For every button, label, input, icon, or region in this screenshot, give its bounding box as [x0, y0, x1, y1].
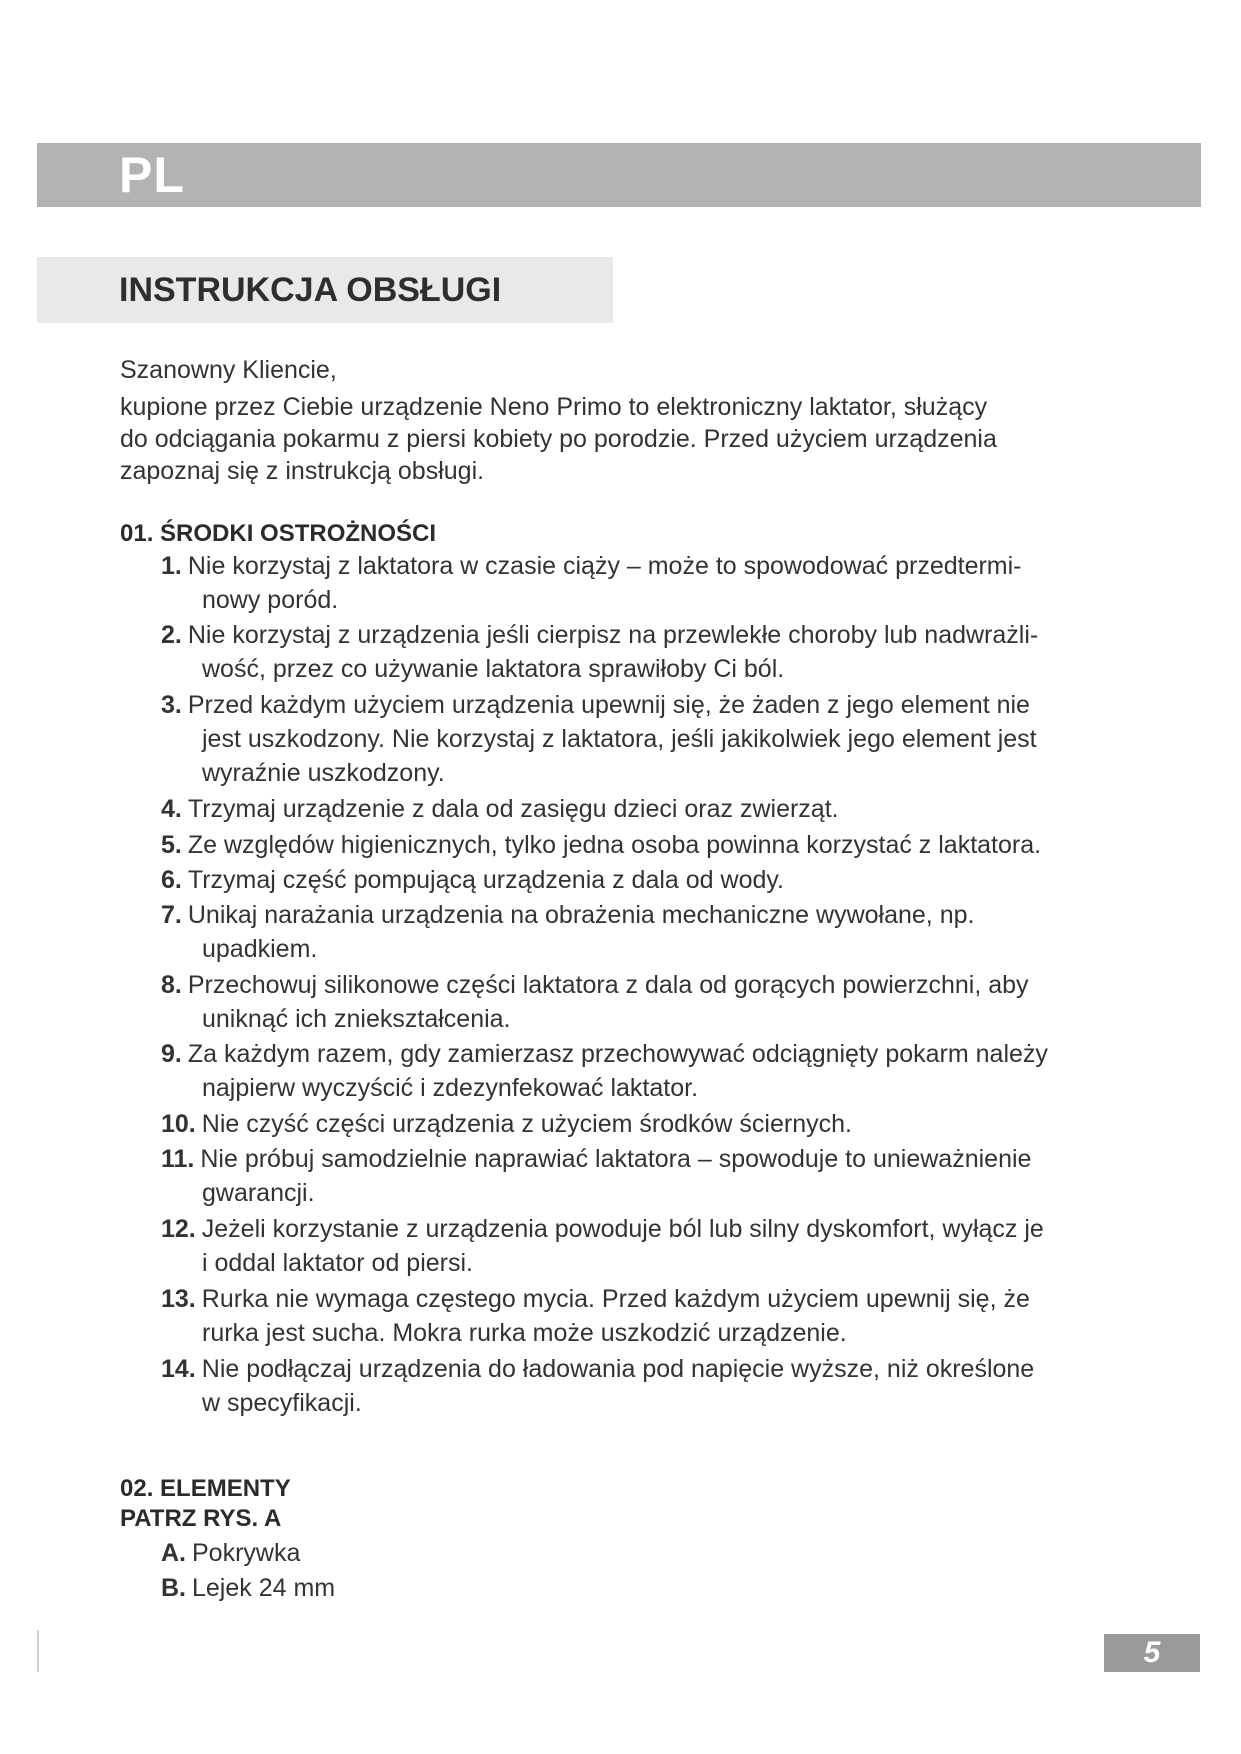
item-text: Pokrywka [192, 1539, 301, 1567]
item-letter: B. [161, 1574, 186, 1602]
item-number: 1. [161, 552, 182, 580]
intro-text [120, 354, 1120, 487]
item-text-continued: rurka jest sucha. Mokra rurka może uszkodzić urządzenie. [202, 1319, 847, 1347]
item-number: 3. [161, 691, 182, 719]
item-text: Przechowuj silikonowe części laktatora z dala od gorących powierzchni, aby [187, 971, 1029, 999]
item-text-continued: najpierw wyczyścić i zdezynfekować laktator. [202, 1074, 699, 1102]
item-number: 4. [161, 795, 182, 823]
item-text-continued: gwarancji. [202, 1179, 315, 1207]
item-text-continued: i oddal laktator od piersi. [202, 1249, 473, 1277]
language-code: PL [119, 147, 185, 203]
page-title: INSTRUKCJA OBSŁUGI [119, 271, 502, 309]
section-title-elements: 02. ELEMENTY [120, 1475, 291, 1502]
page-number-box [1104, 1634, 1200, 1672]
item-text: Jeżeli korzystanie z urządzenia powoduje ból lub silny dyskomfort, wyłącz je [201, 1215, 1044, 1243]
item-number: 7. [161, 901, 182, 929]
list-item [161, 1351, 1121, 1421]
section-subtitle-figure-ref: PATRZ RYS. A [120, 1505, 282, 1532]
list-item [161, 967, 1121, 1037]
item-text-continued: w specyfikacji. [202, 1389, 362, 1417]
intro-line: kupione przez Ciebie urządzenie Neno Primo to elektroniczny laktator, służący [120, 393, 988, 421]
item-text: Ze względów higienicznych, tylko jedna osoba powinna korzystać z laktatora. [187, 831, 1042, 859]
item-text: Nie próbuj samodzielnie naprawiać laktatora – spowoduje to unieważnienie [200, 1145, 1032, 1173]
item-letter: A. [161, 1539, 186, 1567]
list-item [161, 1570, 1121, 1606]
page-number: 5 [1143, 1636, 1161, 1669]
intro-line: zapoznaj się z instrukcją obsługi. [120, 457, 485, 485]
list-item [161, 1211, 1121, 1281]
item-text: Lejek 24 mm [192, 1574, 336, 1602]
section-title-precautions: 01. ŚRODKI OSTROŻNOŚCI [120, 520, 437, 547]
item-number: 2. [161, 621, 182, 649]
footer-left-rule [37, 1630, 39, 1672]
language-header-bar [37, 143, 1201, 207]
item-number: 8. [161, 971, 182, 999]
item-number: 11. [161, 1145, 195, 1173]
list-item [161, 862, 1121, 898]
list-item [161, 1036, 1121, 1106]
intro-greeting: Szanowny Kliencie, [120, 356, 337, 384]
intro-line: do odciągania pokarmu z piersi kobiety po porodzie. Przed użyciem urządzenia [120, 425, 997, 453]
item-text: Nie podłączaj urządzenia do ładowania pod napięcie wyższe, niż określone [201, 1355, 1035, 1383]
item-text: Trzymaj część pompującą urządzenia z dala od wody. [187, 866, 784, 894]
item-text-continued: wość, przez co używanie laktatora sprawiłoby Ci ból. [202, 655, 785, 683]
list-item [161, 897, 1121, 967]
item-number: 9. [161, 1040, 182, 1068]
list-item [161, 687, 1121, 791]
list-item [161, 548, 1121, 618]
item-text: Unikaj narażania urządzenia na obrażenia mechaniczne wywołane, np. [187, 901, 975, 929]
item-text: Nie czyść części urządzenia z użyciem środków ściernych. [201, 1110, 852, 1138]
item-number: 10. [161, 1110, 196, 1138]
item-text: Przed każdym użyciem urządzenia upewnij się, że żaden z jego element nie [187, 691, 1030, 719]
item-text: Za każdym razem, gdy zamierzasz przechowywać odciągnięty pokarm należy [187, 1040, 1048, 1068]
item-text-continued: upadkiem. [202, 935, 318, 963]
item-text-continued: wyraźnie uszkodzony. [202, 759, 445, 787]
list-item [161, 1535, 1121, 1571]
item-number: 14. [161, 1355, 196, 1383]
item-number: 5. [161, 831, 182, 859]
item-text: Rurka nie wymaga częstego mycia. Przed każdym użyciem upewnij się, że [201, 1285, 1030, 1313]
list-item [161, 617, 1121, 687]
list-item [161, 791, 1121, 827]
item-text: Trzymaj urządzenie z dala od zasięgu dzieci oraz zwierząt. [187, 795, 839, 823]
title-bar [37, 257, 613, 323]
item-number: 6. [161, 866, 182, 894]
list-item [161, 1106, 1121, 1142]
item-text-continued: uniknąć ich zniekształcenia. [202, 1005, 511, 1033]
item-text-continued: nowy poród. [202, 586, 339, 614]
item-number: 13. [161, 1285, 196, 1313]
item-text: Nie korzystaj z laktatora w czasie ciąży – może to spowodować przedtermi- [187, 552, 1022, 580]
list-item [161, 1281, 1121, 1351]
item-text-continued: jest uszkodzony. Nie korzystaj z laktatora, jeśli jakikolwiek jego element jest [202, 725, 1037, 753]
list-item [161, 1141, 1121, 1211]
item-text: Nie korzystaj z urządzenia jeśli cierpisz na przewlekłe choroby lub nadwrażli- [187, 621, 1039, 649]
item-number: 12. [161, 1215, 196, 1243]
list-item [161, 827, 1121, 863]
